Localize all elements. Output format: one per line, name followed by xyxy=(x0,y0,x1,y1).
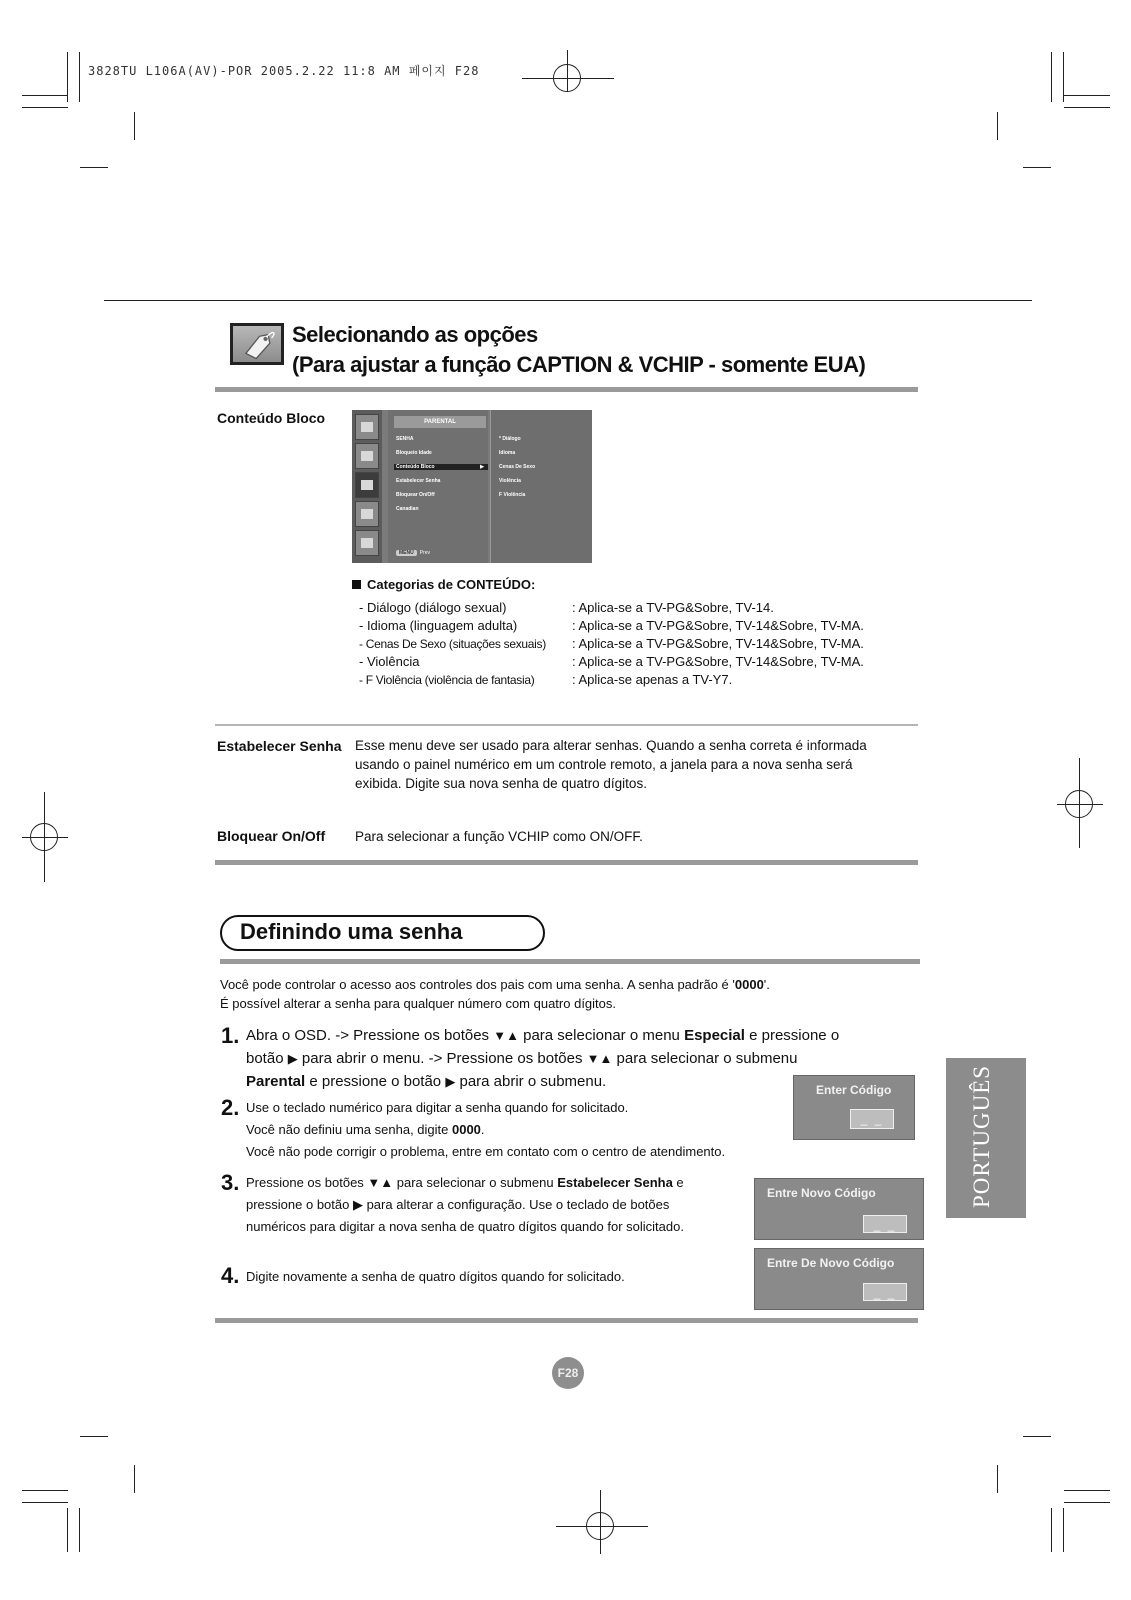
t: para abrir o menu. -> Pressione os botões xyxy=(297,1050,587,1067)
t: Você não definiu uma senha, digite xyxy=(246,1122,452,1137)
estabelecer-senha-text xyxy=(355,736,867,793)
osd-screenshot xyxy=(352,410,592,563)
top-rule xyxy=(104,300,1032,301)
category-row xyxy=(359,599,774,617)
osd-menu xyxy=(388,410,488,563)
step-number: 3. xyxy=(221,1170,240,1195)
step-number: 1. xyxy=(221,1023,240,1048)
step1-text xyxy=(246,1024,839,1093)
divider-bar xyxy=(215,1318,918,1323)
step2-text xyxy=(246,1097,725,1163)
osd-menu-item: Bloquear On/Off xyxy=(396,492,435,498)
submenu-parental: Parental xyxy=(246,1073,306,1090)
category-row xyxy=(359,617,864,635)
osd-menu-item-label: Conteúdo Bloco xyxy=(396,464,435,470)
step-number: 4. xyxy=(221,1263,240,1288)
osd-submenu-item: Cenas De Sexo xyxy=(499,464,536,470)
divider-thin xyxy=(215,724,918,726)
t: e xyxy=(672,1175,684,1190)
bloquear-label: Bloquear On/Off xyxy=(217,828,326,844)
text-line: Esse menu deve ser usado para alterar senhas. Quando a senha correta é informada xyxy=(355,738,867,753)
osd-footer xyxy=(396,550,430,556)
t: para selecionar o menu xyxy=(518,1027,685,1044)
category-row xyxy=(359,653,864,671)
t: botão xyxy=(246,1050,288,1067)
print-header: 3828TU L106A(AV)-POR 2005.2.22 11:8 AM 페이지 F28 xyxy=(88,64,480,78)
categories-title-text: Categorias de CONTEÚDO: xyxy=(367,577,536,592)
osd-setup-icon xyxy=(355,501,379,527)
step3-text xyxy=(246,1172,684,1238)
osd-menu-header: PARENTAL xyxy=(394,416,486,428)
osd-sidebar xyxy=(352,410,382,563)
right-arrow-icon: ▶ xyxy=(445,1074,456,1089)
bloquear-text: Para selecionar a função VCHIP como ON/OFF. xyxy=(355,829,643,844)
osd-pip-icon xyxy=(355,530,379,556)
confirm-code-box xyxy=(754,1248,924,1310)
code-box-label: Entre De Novo Código xyxy=(767,1256,895,1270)
language-tab xyxy=(946,1058,1026,1218)
text-line: usando o painel numérico em um controle remoto, a janela para a nova senha será xyxy=(355,757,853,772)
intro-line1-pre: Você pode controlar o acesso aos controles dos pais com uma senha. A senha padrão é ' xyxy=(220,977,735,992)
t: Abra o OSD. -> Pressione os botões xyxy=(246,1027,494,1044)
step-line: Você não pode corrigir o problema, entre em contato com o centro de atendimento. xyxy=(246,1144,726,1159)
new-code-box xyxy=(754,1178,924,1240)
divider-bar xyxy=(215,387,918,392)
t: para alterar a configuração. Use o teclado de botões xyxy=(362,1197,670,1212)
category-name: - Violência xyxy=(359,654,420,669)
category-applies: : Aplica-se a TV-PG&Sobre, TV-14&Sobre, TV-MA. xyxy=(572,654,864,669)
section-title-line2: (Para ajustar a função CAPTION & VCHIP - somente EUA) xyxy=(292,352,866,377)
osd-submenu xyxy=(490,410,592,563)
intro-line1-post: '. xyxy=(763,977,770,992)
step-line xyxy=(246,1047,839,1070)
category-name: - Diálogo (diálogo sexual) xyxy=(359,600,507,615)
estabelecer-senha-label: Estabelecer Senha xyxy=(217,738,342,754)
down-up-arrows-icon: ▼▲ xyxy=(367,1175,394,1190)
intro-line: É possível alterar a senha para qualquer número com quatro dígitos. xyxy=(220,996,617,1011)
osd-menu-item: SENHA xyxy=(396,436,414,442)
section-title xyxy=(292,320,865,380)
tag-icon xyxy=(230,323,284,365)
right-arrow-icon: ▶ xyxy=(352,1197,363,1212)
osd-submenu-item: Idioma xyxy=(499,450,516,456)
osd-submenu-item: * Diálogo xyxy=(499,436,521,442)
osd-menu-item: Bloqueio Idade xyxy=(396,450,432,456)
category-name: - Cenas De Sexo (situações sexuais) xyxy=(359,637,546,651)
password-0000: 0000 xyxy=(451,1122,481,1137)
osd-submenu-item: Violência xyxy=(499,478,521,484)
osd-arrow-icon: ▶ xyxy=(480,464,484,470)
default-password: 0000 xyxy=(734,977,764,992)
down-up-arrows-icon: ▼▲ xyxy=(586,1051,613,1066)
intro-text xyxy=(220,975,770,1013)
code-field: _ _ xyxy=(863,1283,907,1301)
step-line xyxy=(246,1119,725,1141)
right-arrow-icon: ▶ xyxy=(287,1051,298,1066)
step-number: 2. xyxy=(221,1095,240,1120)
osd-menu-item: Estabelecer Senha xyxy=(396,478,441,484)
section2-title: Definindo uma senha xyxy=(240,919,463,944)
category-name: - Idioma (linguagem adulta) xyxy=(359,618,518,633)
category-row xyxy=(359,671,733,689)
category-applies: : Aplica-se apenas a TV-Y7. xyxy=(572,672,733,687)
step-line xyxy=(246,1194,684,1216)
t: para selecionar o submenu xyxy=(393,1175,558,1190)
categories-title xyxy=(352,577,535,592)
language-tab-label: PORTUGUÊS xyxy=(969,1064,994,1208)
step-line xyxy=(246,1070,839,1093)
osd-menu-item-selected xyxy=(394,464,488,470)
intro-line xyxy=(220,975,770,994)
code-field: _ _ xyxy=(850,1109,894,1129)
osd-menu-key: MENU xyxy=(396,550,417,556)
code-box-label: Entre Novo Código xyxy=(767,1186,876,1200)
osd-special-icon xyxy=(355,472,379,498)
step-line xyxy=(246,1172,684,1194)
osd-footer-label: Prev xyxy=(419,550,431,556)
menu-especial: Especial xyxy=(684,1027,745,1044)
category-name: - F Violência (violência de fantasia) xyxy=(359,673,535,687)
t: para selecionar o submenu xyxy=(612,1050,798,1067)
step4-text: Digite novamente a senha de quatro dígitos quando for solicitado. xyxy=(246,1269,625,1284)
t: Pressione os botões xyxy=(246,1175,368,1190)
step-line: numéricos para digitar a nova senha de quatro dígitos quando for solicitado. xyxy=(246,1219,684,1234)
t: . xyxy=(480,1122,485,1137)
category-row xyxy=(359,635,864,653)
t: e pressione o xyxy=(744,1027,840,1044)
osd-submenu-item: F Violência xyxy=(499,492,526,498)
category-applies: : Aplica-se a TV-PG&Sobre, TV-14&Sobre, TV-MA. xyxy=(572,618,864,633)
osd-menu-item: Canadian xyxy=(396,506,419,512)
code-box-label: Enter Código xyxy=(816,1083,892,1097)
text-line: exibida. Digite sua nova senha de quatro dígitos. xyxy=(355,776,647,791)
t: e pressione o botão xyxy=(305,1073,446,1090)
category-applies: : Aplica-se a TV-PG&Sobre, TV-14. xyxy=(572,600,774,615)
t: pressione o botão xyxy=(246,1197,353,1212)
bullet-square-icon xyxy=(352,580,361,589)
step-line xyxy=(246,1024,839,1047)
t: para abrir o submenu. xyxy=(455,1073,607,1090)
conteudo-bloco-label: Conteúdo Bloco xyxy=(217,410,326,426)
osd-picture-icon xyxy=(355,414,379,440)
divider-bar xyxy=(215,860,918,865)
section-title-line1: Selecionando as opções xyxy=(292,322,538,347)
enter-code-box xyxy=(793,1075,915,1140)
submenu-estabelecer-senha: Estabelecer Senha xyxy=(557,1175,673,1190)
category-applies: : Aplica-se a TV-PG&Sobre, TV-14&Sobre, TV-MA. xyxy=(572,636,864,651)
down-up-arrows-icon: ▼▲ xyxy=(493,1028,519,1043)
code-field: _ _ xyxy=(863,1215,907,1233)
osd-sound-icon xyxy=(355,443,379,469)
divider-bar xyxy=(220,959,920,964)
page-number: F28 xyxy=(552,1357,584,1389)
step-line: Use o teclado numérico para digitar a senha quando for solicitado. xyxy=(246,1100,629,1115)
